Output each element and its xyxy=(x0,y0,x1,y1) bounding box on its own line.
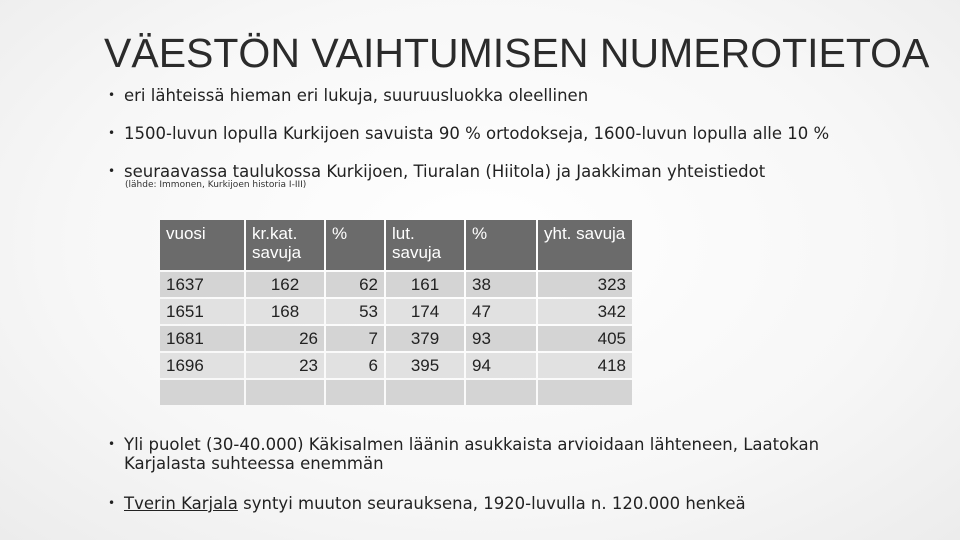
cell-value: 6 xyxy=(326,353,384,378)
table-row xyxy=(160,299,632,324)
cell-value: 23 xyxy=(246,353,324,378)
bullet-text: syntyi muuton seurauksena, 1920-luvulla n. 120.000 henkeä xyxy=(237,494,746,513)
cell-value: 38 xyxy=(466,272,536,297)
cell-year: 1696 xyxy=(160,353,244,378)
population-table xyxy=(158,218,634,407)
header-kr-kat-savuja: kr.kat. savuja xyxy=(246,220,324,270)
bullet-dot: • xyxy=(108,126,116,140)
bullet-text-continued: Karjalasta suhteessa enemmän xyxy=(124,454,384,473)
cell-empty xyxy=(326,380,384,405)
cell-year: 1651 xyxy=(160,299,244,324)
bullet-text: 1500-luvun lopulla Kurkijoen savuista 90 % ortodokseja, 1600-luvun lopulla alle 10 % xyxy=(124,124,830,143)
cell-empty xyxy=(538,380,632,405)
header-yht-savuja: yht. savuja xyxy=(538,220,632,270)
bullet-dot: • xyxy=(108,496,116,510)
table-header-row xyxy=(160,220,632,270)
table-row xyxy=(160,353,632,378)
tverin-karjala-link[interactable]: Tverin Karjala xyxy=(124,494,238,513)
bullet-dot: • xyxy=(108,164,116,178)
cell-value: 7 xyxy=(326,326,384,351)
cell-empty xyxy=(246,380,324,405)
cell-year: 1681 xyxy=(160,326,244,351)
cell-value: 174 xyxy=(386,299,464,324)
cell-empty xyxy=(160,380,244,405)
cell-value: 47 xyxy=(466,299,536,324)
bullet-item xyxy=(108,162,765,181)
cell-value: 342 xyxy=(538,299,632,324)
cell-value: 405 xyxy=(538,326,632,351)
bullet-text: eri lähteissä hieman eri lukuja, suuruusluokka oleellinen xyxy=(124,86,589,105)
table-row xyxy=(160,272,632,297)
cell-empty xyxy=(386,380,464,405)
header-percent-2: % xyxy=(466,220,536,270)
bullet-item xyxy=(108,86,588,105)
bullet-text: Yli puolet (30-40.000) Käkisalmen läänin asukkaista arvioidaan lähteneen, Laatokan xyxy=(124,435,820,454)
bullet-dot: • xyxy=(108,437,116,451)
bullet-text: seuraavassa taulukossa Kurkijoen, Tiuralan (Hiitola) ja Jaakkiman yhteistiedot xyxy=(124,162,766,181)
cell-empty xyxy=(466,380,536,405)
cell-year: 1637 xyxy=(160,272,244,297)
header-percent-1: % xyxy=(326,220,384,270)
header-lut-savuja: lut. savuja xyxy=(386,220,464,270)
bullet-dot: • xyxy=(108,88,116,102)
cell-value: 395 xyxy=(386,353,464,378)
header-vuosi: vuosi xyxy=(160,220,244,270)
cell-value: 26 xyxy=(246,326,324,351)
cell-value: 161 xyxy=(386,272,464,297)
bullet-item xyxy=(108,494,746,513)
table-row xyxy=(160,380,632,405)
cell-value: 162 xyxy=(246,272,324,297)
cell-value: 53 xyxy=(326,299,384,324)
bullet-item xyxy=(108,124,829,143)
cell-value: 418 xyxy=(538,353,632,378)
table-row xyxy=(160,326,632,351)
cell-value: 379 xyxy=(386,326,464,351)
source-note: (lähde: Immonen, Kurkijoen historia I-III) xyxy=(125,180,307,190)
cell-value: 93 xyxy=(466,326,536,351)
cell-value: 323 xyxy=(538,272,632,297)
cell-value: 168 xyxy=(246,299,324,324)
cell-value: 62 xyxy=(326,272,384,297)
cell-value: 94 xyxy=(466,353,536,378)
bullet-item xyxy=(108,435,848,473)
slide-title: VÄESTÖN VAIHTUMISEN NUMEROTIETOA xyxy=(104,30,930,76)
